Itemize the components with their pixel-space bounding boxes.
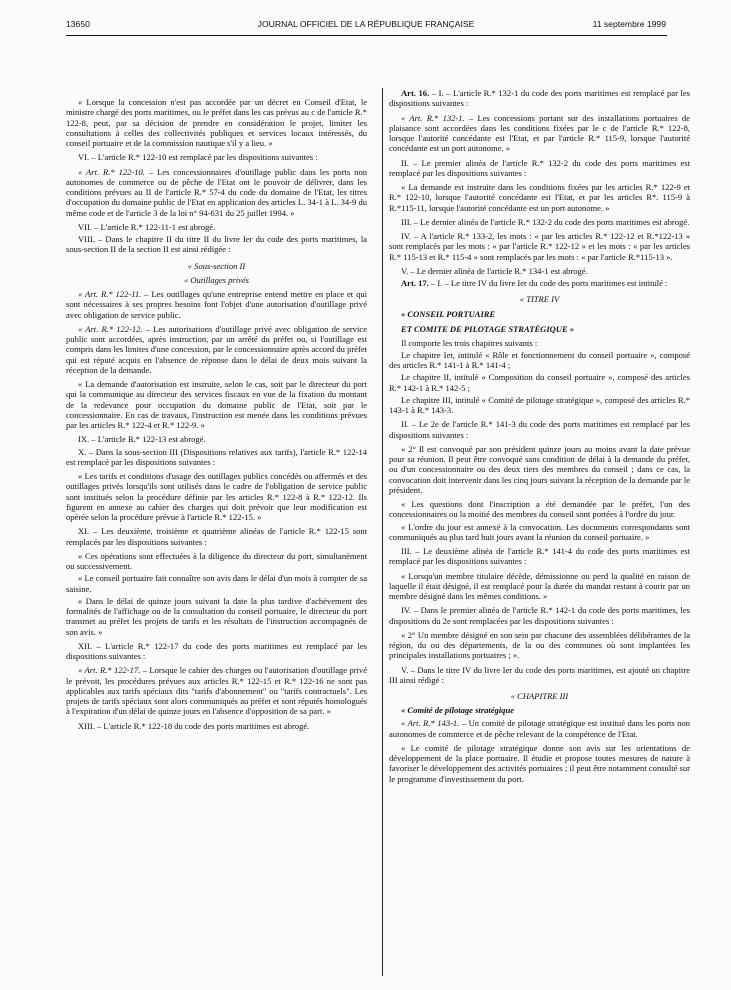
paragraph: « Art. R.* 122-11. – Les outillages qu'une entreprise entend mettre en place et qui sont nécessaires à ses propres besoins font l'objet d'une autorisation d'outillage privé avec obligation de service public. <box>66 289 367 320</box>
paragraph: VIII. – Dans le chapitre II du titre II du livre Ier du code des ports maritimes, la sous-section II de la section II est ainsi rédigée : <box>66 234 367 255</box>
paragraph: « Art. R.* 132-1. – Les concessions portant sur des installations portuaires de plaisance sont accordées dans les conditions fixées par le c de l'article R.* 122-8, lorsque l'autorité concédante est l'Etat, et par l'article R.* 115-9, lorsque l'autorité concédante est un port autonome. » <box>389 112 690 154</box>
paragraph: Le chapitre II, intitulé « Composition du conseil portuaire », composé des articles R.* 142-1 à R.* 142-5 ; <box>389 372 690 393</box>
paragraph: Il comporte les trois chapitres suivants : <box>401 337 538 348</box>
paragraph: « Les questions dont l'inscription a été demandée par le préfet, l'un des concessionnaires ou la moitié des membres du conseil sont portées à l'ordre du jour. <box>389 499 690 520</box>
paragraph: IV. – Dans le premier alinéa de l'article R.* 142-1 du code des ports maritimes, les dispositions du 2e sont remplacées par les dispositions suivantes : <box>389 605 690 626</box>
title-name: ET COMITE DE PILOTAGE STRATÉGIQUE » <box>401 323 575 334</box>
paragraph: VI. – L'article R.* 122-10 est remplacé par les dispositions suivantes : <box>78 152 318 163</box>
paragraph: « 2° Il est convoqué par son président quinze jours au moins avant la date prévue pour sa réunion. Il peut être convoqué sans condition de délai à la demande du préfet, ou d'un concessionnaire ou des deux tiers des membres du conseil ; dans ce cas, la convocation doit intervenir dans les cinq jours suivant la réception de la demande par le président. <box>389 443 690 495</box>
paragraph: XII. – L'article R.* 122-17 du code des ports maritimes est remplacé par les dispositions suivantes : <box>66 640 367 661</box>
paragraph: VII. – L'article R.* 122-11-1 est abrogé. <box>78 221 216 232</box>
paragraph: « Le conseil portuaire fait connaître son avis dans le délai d'un mois à compter de sa saisine. <box>66 573 367 594</box>
paragraph: « Lorsqu'un membre titulaire décède, démissionne ou perd la qualité en raison de laquelle il était désigné, il est remplacé pour la durée du mandat restant à courir par un membre désigné dans les mêmes conditions. » <box>389 570 690 601</box>
title-heading: « TITRE IV <box>519 294 560 305</box>
page-number: 13650 <box>66 19 90 29</box>
journal-title: JOURNAL OFFICIEL DE LA RÉPUBLIQUE FRANÇAISE <box>257 19 475 29</box>
page-header <box>66 19 666 33</box>
paragraph: III. – Le dernier alinéa de l'article R.* 132-2 du code des ports maritimes est abrogé. <box>401 216 690 227</box>
paragraph: II. – Le premier alinéa de l'article R.* 132-2 du code des ports maritimes est remplacé par les dispositions suivantes : <box>389 157 690 178</box>
column-divider <box>382 88 383 976</box>
paragraph: « Art. R.* 122-10. – Les concessionnaires d'outillage public dans les ports non autonomes de commerce ou de pêche de l'Etat ont le pouvoir de délivrer, dans les conditions prévues au II de l'article R.* 57-4 du code du domaine de l'Etat, les titres d'occupation du domaine public de l'Etat en application des articles L. 34-1 à L. 34-9 du même code et de l'article 3 de la loi n° 94-631 du 25 juillet 1994. » <box>66 166 367 218</box>
publication-date: 11 septembre 1999 <box>592 19 666 29</box>
paragraph: « Art. R.* 143-1. – Un comité de pilotage stratégique est institué dans les ports non autonomes de commerce et de pêche relevant de la compétence de l'Etat. <box>389 718 691 739</box>
paragraph: Le chapitre Ier, intitulé « Rôle et fonctionnement du conseil portuaire », composé des articles R.* 141-1 à R.* 141-4 ; <box>389 349 690 370</box>
paragraph: « Art. R.* 122-12. – Les autorisations d'outillage privé avec obligation de service public sont accordées, après instruction, par un arrêté du préfet ou, si l'outillage est compris dans les limites d'une concession, par le concessionnaire après accord du préfet qui est réputé acquis en l'absence de réponse dans le délai de deux mois suivant la réception de la demande. <box>66 323 367 375</box>
article-reference: « Art. R.* 122-12. <box>78 323 143 334</box>
paragraph: V. – Dans le titre IV du livre Ier du code des ports maritimes, est ajouté un chapitre III ainsi rédigé : <box>389 664 690 685</box>
article-reference: « Art. R.* 122-11. <box>78 289 142 299</box>
header-rule <box>66 35 667 36</box>
paragraph: Art. 17. – I. – Le titre IV du livre Ier du code des ports maritimes est intitulé : <box>401 278 668 288</box>
article-reference: « Art. R.* 132-1. <box>401 112 465 123</box>
article-label: Art. 16. <box>401 88 430 98</box>
paragraph: II. – Le 2e de l'article R.* 141-3 du code des ports maritimes est remplacé par les dispositions suivantes : <box>389 419 690 440</box>
paragraph: « La demande d'autorisation est instruite, selon le cas, soit par le directeur du port qui la communique au directeur des services fiscaux en vue de la fixation du montant de la redevance pour occupation du domaine public de l'Etat, soit par le concessionnaire. En cas de travaux, l'instruction est menée dans les conditions prévues par les articles R.* 122-4 et R.* 122-9. » <box>66 379 367 430</box>
section-heading: « Sous-section II <box>187 260 246 271</box>
paragraph: « Les tarifs et conditions d'usage des outillages publics concédés ou affermés et des outillages privés lorsqu'ils sont utilisés dans le cadre de l'obligation de service public sont institués selon la procédure définie par les articles R.* 122-8 à R.* 122-12. Ils figurent en annexe au cahier des charges qui doit prévoir que leur modification est opérée selon la procédure prévue à l'article R.* 122-15. » <box>66 471 367 522</box>
paragraph: « Lorsque la concession n'est pas accordée par un décret en Conseil d'Etat, le ministre chargé des ports maritimes, ou le préfet dans les cas prévus au c de l'article R.* 122-8, peut, par sa décision de prendre en considération le projet, limiter les consultations à celles des collectivités publiques et services locaux intéressés, du conseil portuaire et de la commission nautique s'il y a lieu. » <box>66 97 367 148</box>
paragraph: « 2° Un membre désigné en son sein par chacune des assemblées délibérantes de la région, du ou des départements, de la ou des communes où sont implantées les principales installations portuaires ; ». <box>389 629 690 661</box>
paragraph: « Le comité de pilotage stratégique donne son avis sur les orientations de développement de la place portuaire. Il étudie et propose toutes mesures de nature à favoriser le développement des activités portuaires ; il peut être notamment consulté sur le programme d'investissement du port. <box>389 742 690 784</box>
paragraph: « L'ordre du jour est annexé à la convocation. Les documents correspondants sont communiqués au plus tard huit jours avant la réunion du conseil portuaire. » <box>389 521 690 542</box>
paragraph: IX. – L'article R.* 122-13 est abrogé. <box>78 434 206 445</box>
right-column <box>389 88 690 788</box>
paragraph: « La demande est instruite dans les conditions fixées par les articles R.* 122-9 et R.* 122-10, lorsque l'autorité concédante est l'Etat, et par les articles R*. 115-9 à R.*115-11, lorsque l'autorité concédante est un port autonome. » <box>389 182 690 213</box>
left-column <box>66 97 367 735</box>
paragraph: X. – Dans la sous-section III (Dispositions relatives aux tarifs), l'article R.* 122-14 est remplacé par les dispositions suivantes : <box>66 446 367 467</box>
paragraph: XIII. – L'article R.* 122-18 du code des ports maritimes est abrogé. <box>78 720 310 731</box>
paragraph: Art. 16. – I. – L'article R.* 132-1 du code des ports maritimes est remplacé par les dispositions suivantes : <box>389 88 690 109</box>
article-reference: « Art. R.* 143-1. <box>401 718 460 729</box>
paragraph: « Ces opérations sont effectuées à la diligence du directeur du port, simultanément ou successivement. <box>66 550 367 571</box>
article-reference: « Art. R.* 122-17. <box>78 665 141 676</box>
chapter-heading: « CHAPITRE III <box>510 691 569 701</box>
paragraph: V. – Le dernier alinéa de l'article R.* 134-1 est abrogé. <box>401 265 588 276</box>
paragraph: « Dans le délai de quinze jours suivant la date la plus tardive d'achèvement des formalités de l'affichage ou de la consultation du conseil portuaire, le directeur du port transmet au préfet les projets de tarifs et les résultats de l'instruction accompagnés de son avis. » <box>66 595 367 637</box>
paragraph: IV. – A l'article R.* 133-2, les mots : « par les articles R.* 122-12 et R.*122-13 » sont remplacés par les mots : « par l'article R.* 122-12 » et les mots : « par les articles R.* 115-13 et R.* 115-4 » sont remplacés par les mots : « par l'article R.*115-13 ». <box>389 231 690 262</box>
paragraph: Le chapitre III, intitulé « Comité de pilotage stratégique », composé des articles R.* 143-1 à R.* 143-3. <box>389 394 690 415</box>
paragraph: XI. – Les deuxième, troisième et quatrième alinéas de l'article R.* 122-15 sont remplacés par les dispositions suivantes : <box>66 526 367 547</box>
article-label: Art. 17. <box>401 278 429 288</box>
article-reference: « Art. R.* 122-10. <box>78 166 145 177</box>
paragraph: « Art. R.* 122-17. – Lorsque le cahier des charges ou l'autorisation d'outillage privé le prévoit, les procédures prévues aux articles R.* 122-15 et R.* 122-16 ne sont pas applicables aux tarifs spéciaux dits "tarifs d'abonnement" ou "tarifs contractuels". Les projets de tarifs spéciaux sont alors communiqués au préfet et sont réputés homologués à l'expiration d'un délai de quinze jours en l'absence d'opposition de sa part. » <box>66 665 368 717</box>
section-subheading: « Outillages privés <box>183 274 250 285</box>
title-name: « CONSEIL PORTUAIRE <box>401 308 496 319</box>
chapter-title: « Comité de pilotage stratégique <box>401 705 514 716</box>
paragraph: III. – Le deuxième alinéa de l'article R.* 141-4 du code des ports maritimes est remplacé par les dispositions suivantes : <box>389 546 690 567</box>
